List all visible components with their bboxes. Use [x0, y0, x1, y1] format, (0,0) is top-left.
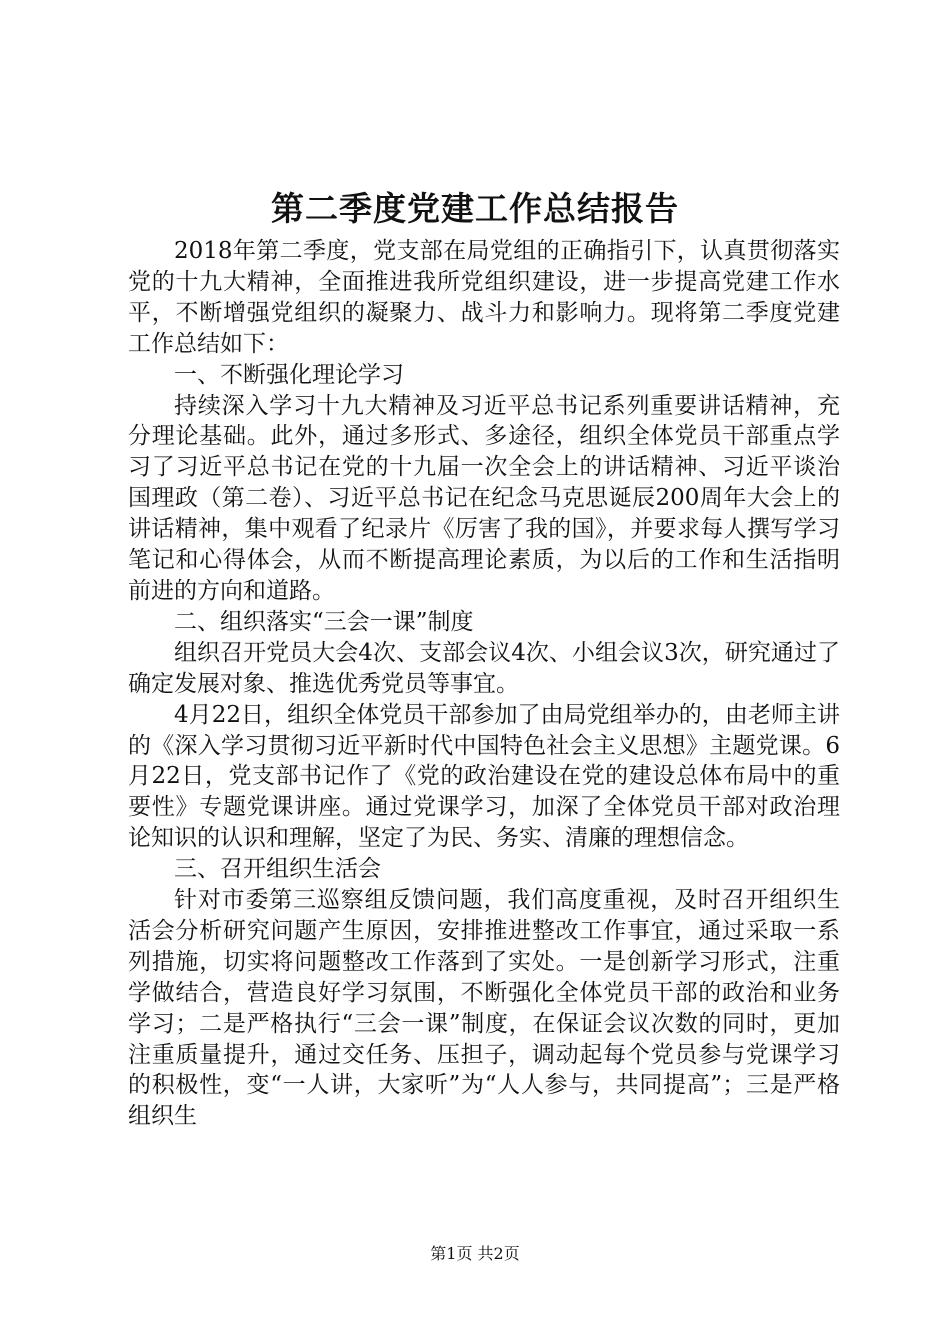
body-paragraph: 针对市委第三巡察组反馈问题，我们高度重视，及时召开组织生活会分析研究问题产生原因，安排推进整改工作事宜，通过采取一系列措施，切实将问题整改工作落到了实处。一是创新学习形式，注重学做结合，营造良好学习氛围，不断强化全体党员干部的政治和业务学习；二是严格执行“三会一课”制度，在保证会议次数的同时，更加注重质量提升，通过交任务、压担子，调动起每个党员参与党课学习的积极性，变“一人讲，大家听”为“人人参与，共同提高”；三是严格组织生: [128, 887, 840, 1130]
section-heading-3: 三、召开组织生活会: [174, 856, 381, 883]
document-body: [128, 236, 840, 1132]
document-title: 第二季度党建工作总结报告: [271, 189, 679, 228]
body-paragraph: 组织召开党员大会4次、支部会议4次、小组会议3次，研究通过了确定发展对象、推选优秀党员等事宜。: [128, 639, 840, 697]
section-heading-1: 一、不断强化理论学习: [174, 361, 404, 388]
body-paragraph: 4月22日，组织全体党员干部参加了由局党组举办的，由老师主讲的《深入学习贯彻习近平新时代中国特色社会主义思想》主题党课。6月22日，党支部书记作了《党的政治建设在党的建设总体布局中的重要性》专题党课讲座。通过党课学习，加深了全体党员干部对政治理论知识的认识和理解，坚定了为民、务实、清廉的理想信念。: [128, 701, 840, 852]
intro-paragraph: 2018年第二季度，党支部在局党组的正确指引下，认真贯彻落实党的十九大精神，全面推进我所党组织建设，进一步提高党建工作水平，不断增强党组织的凝聚力、战斗力和影响力。现将第二季度党建工作总结如下：: [128, 238, 840, 357]
page-number-footer: 第1页 共2页: [430, 1244, 520, 1263]
body-paragraph: 持续深入学习十九大精神及习近平总书记系列重要讲话精神，充分理论基础。此外，通过多形式、多途径，组织全体党员干部重点学习了习近平总书记在党的十九届一次全会上的讲话精神、习近平谈治国理政（第二卷）、习近平总书记在纪念马克思诞辰200周年大会上的讲话精神，集中观看了纪录片《厉害了我的国》，并要求每人撰写学习笔记和心得体会，从而不断提高理论素质，为以后的工作和生活指明前进的方向和道路。: [128, 392, 840, 604]
section-heading-2: 二、组织落实“三会一课”制度: [174, 608, 474, 635]
